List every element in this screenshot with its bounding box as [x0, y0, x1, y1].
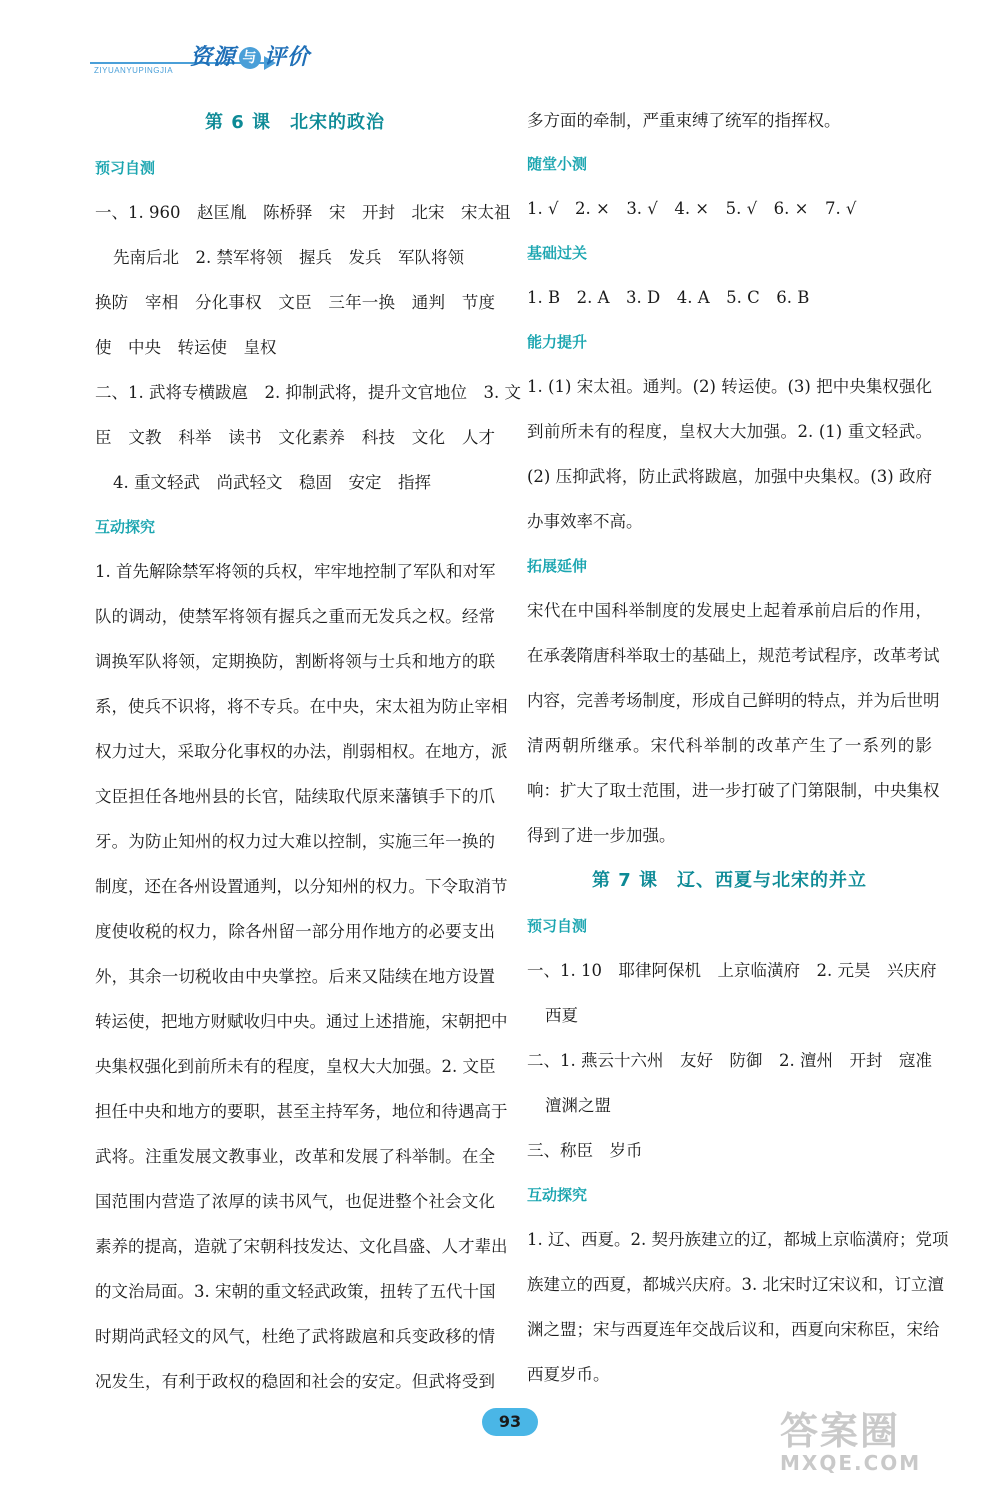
continued-line: 多方面的牵制，严重束缚了统军的指挥权。	[527, 111, 841, 130]
answer-line: 一、1. 10 耶律阿保机 上京临潢府 2. 元昊 兴庆府	[527, 961, 937, 980]
section-heading-preview: 预习自测	[95, 159, 156, 177]
answer-line: 三、称臣 岁币	[527, 1141, 643, 1160]
answer-line: 渊之盟；宋与西夏连年交战后议和，西夏向宋称臣，宋给	[527, 1320, 940, 1339]
interactive-answers-7	[527, 1217, 949, 1397]
answer-line: 况发生，有利于政权的稳固和社会的安定。但武将受到	[95, 1372, 495, 1391]
answer-line: 使 中央 转运使 皇权	[95, 338, 277, 357]
answer-line: 到前所未有的程度，皇权大大加强。2. (1) 重文轻武。	[527, 422, 932, 441]
answer-line: 臣 文教 科举 读书 文化素养 科技 文化 人才	[95, 428, 495, 447]
brand-logo: 资源 与 评价	[190, 45, 311, 70]
watermark-text: 答案圈	[780, 1409, 901, 1453]
answer-line: 内容，完善考场制度，形成自己鲜明的特点，并为后世明	[527, 691, 940, 710]
answer-line: 1. 首先解除禁军将领的兵权，牢牢地控制了军队和对军	[95, 562, 496, 581]
header-logo	[90, 38, 340, 78]
answer-line: 文臣担任各地州县的长官，陆续取代原来藩镇手下的爪	[95, 787, 495, 806]
answer-line: 的文治局面。3. 宋朝的重文轻武政策，扭转了五代十国	[95, 1282, 496, 1301]
answer-line: 一、1. 960 赵匡胤 陈桥驿 宋 开封 北宋 宋太祖	[95, 203, 511, 222]
answer-line: 1. 辽、西夏。2. 契丹族建立的辽，都城上京临潢府；党项	[527, 1230, 949, 1249]
section-heading-interactive: 互动探究	[95, 518, 156, 536]
lesson-6-title: 第 6 课 北宋的政治	[204, 112, 386, 133]
answer-line: (2) 压抑武将，防止武将跋扈，加强中央集权。(3) 政府	[527, 467, 932, 486]
answer-line: 二、1. 武将专横跋扈 2. 抑制武将，提升文官地位 3. 文	[95, 383, 521, 402]
answer-line: 宋代在中国科举制度的发展史上起着承前启后的作用，	[527, 601, 932, 620]
answer-line: 国范围内营造了浓厚的读书风气，也促进整个社会文化	[95, 1192, 495, 1211]
section-heading-preview-7: 预习自测	[527, 917, 588, 935]
ability-answers	[527, 364, 932, 544]
answer-line: 族建立的西夏，都城兴庆府。3. 北宋时辽宋议和，订立澶	[527, 1275, 944, 1294]
lesson-7-title: 第 7 课 辽、西夏与北宋的并立	[591, 870, 868, 891]
left-column	[95, 100, 521, 1404]
answer-line: 西夏	[545, 1006, 578, 1025]
answer-line: 权力过大，采取分化事权的办法，削弱相权。在地方，派	[95, 742, 508, 761]
answer-line: 二、1. 燕云十六州 友好 防御 2. 澶州 开封 寇准	[527, 1051, 932, 1070]
answer-line: 1. (1) 宋太祖。通判。(2) 转运使。(3) 把中央集权强化	[527, 377, 932, 396]
section-heading-interactive-7: 互动探究	[527, 1186, 588, 1204]
answer-line: 外，其余一切税收由中央掌控。后来又陆续在地方设置	[95, 967, 495, 986]
right-column	[527, 100, 949, 1397]
answer-line: 换防 宰相 分化事权 文臣 三年一换 通判 节度	[95, 293, 495, 312]
watermark-url: MXQE.COM	[780, 1451, 922, 1475]
section-heading-extend: 拓展延伸	[527, 557, 588, 575]
answer-line: 办事效率不高。	[527, 512, 643, 531]
page-number: 93	[482, 1408, 538, 1436]
answer-line: 担任中央和地方的要职，甚至主持军务，地位和待遇高于	[95, 1102, 508, 1121]
answer-line: 素养的提高，造就了宋朝科技发达、文化昌盛、人才辈出	[95, 1237, 508, 1256]
answer-line: 牙。为防止知州的权力过大难以控制，实施三年一换的	[95, 832, 495, 851]
answer-line: 调换军队将领，定期换防，割断将领与士兵和地方的联	[95, 652, 495, 671]
section-heading-basic: 基础过关	[527, 244, 588, 262]
watermark	[780, 1400, 990, 1480]
header-subtitle: ZIYUANYUPINGJIA	[94, 66, 174, 75]
answer-line: 度使收税的权力，除各州留一部分用作地方的必要支出	[95, 922, 495, 941]
answer-line: 央集权强化到前所未有的程度，皇权大大加强。2. 文臣	[95, 1057, 496, 1076]
answer-line: 系，使兵不识将，将不专兵。在中央，宋太祖为防止宰相	[95, 697, 508, 716]
answer-line: 时期尚武轻文的风气，杜绝了武将跋扈和兵变政移的情	[95, 1327, 495, 1346]
answer-line: 在承袭隋唐科举取士的基础上，规范考试程序，改革考试	[527, 646, 940, 665]
section-heading-ability: 能力提升	[527, 333, 588, 351]
answer-line: 得到了进一步加强。	[527, 826, 676, 845]
answer-line: 先南后北 2. 禁军将领 握兵 发兵 军队将领	[113, 248, 464, 267]
answer-line: 澶渊之盟	[545, 1096, 611, 1115]
interactive-answers	[95, 549, 508, 1404]
answer-line: 武将。注重发展文教事业，改革和发展了科举制。在全	[95, 1147, 495, 1166]
basic-answers: 1. B 2. A 3. D 4. A 5. C 6. B	[527, 288, 810, 307]
answer-line: 制度，还在各州设置通判，以分知州的权力。下令取消节	[95, 877, 508, 896]
preview-answers	[95, 190, 521, 505]
section-heading-quiz: 随堂小测	[527, 155, 588, 173]
extend-answers	[527, 588, 940, 858]
answer-line: 清两朝所继承。宋代科举制的改革产生了一系列的影	[527, 736, 932, 755]
answer-line: 4. 重文轻武 尚武轻文 稳固 安定 指挥	[113, 473, 431, 492]
answer-line: 响：扩大了取士范围，进一步打破了门第限制，中央集权	[527, 781, 940, 800]
quiz-answers: 1. √ 2. × 3. √ 4. × 5. √ 6. × 7. √	[527, 199, 857, 218]
preview-answers-7	[527, 948, 937, 1173]
answer-line: 转运使，把地方财赋收归中央。通过上述措施，宋朝把中	[95, 1012, 508, 1031]
answer-line: 队的调动，使禁军将领有握兵之重而无发兵之权。经常	[95, 607, 495, 626]
answer-line: 西夏岁币。	[527, 1365, 610, 1384]
